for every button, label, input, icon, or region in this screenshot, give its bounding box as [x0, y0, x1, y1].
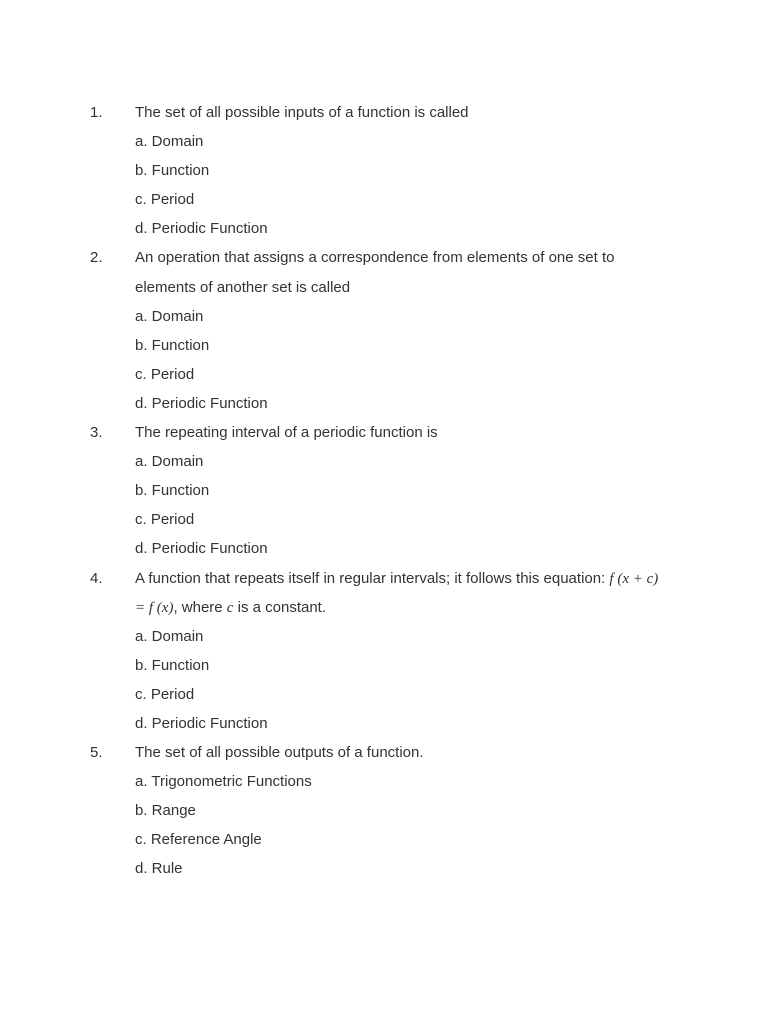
option-label: a. Trigonometric Functions	[135, 773, 312, 791]
option-item	[0, 360, 768, 389]
option-item	[0, 476, 768, 505]
option-item	[0, 185, 768, 214]
option-item	[0, 302, 768, 331]
question-4-line-1	[0, 564, 768, 593]
question-prompt-continued	[135, 593, 326, 623]
equation-rhs: = f (x)	[135, 599, 174, 616]
option-label: d. Rule	[135, 860, 183, 878]
option-item	[0, 534, 768, 563]
option-item	[0, 796, 768, 825]
option-item	[0, 825, 768, 854]
question-number: 2.	[90, 249, 103, 267]
option-item	[0, 389, 768, 418]
option-item	[0, 680, 768, 709]
option-label: d. Periodic Function	[135, 540, 268, 558]
option-label: c. Period	[135, 365, 195, 383]
question-prompt: The repeating interval of a periodic function is	[135, 424, 438, 442]
prompt-text: , where	[173, 598, 227, 616]
option-label: b. Function	[135, 336, 210, 354]
option-label: a. Domain	[135, 307, 204, 325]
option-item	[0, 447, 768, 476]
question-prompt-continued: elements of another set is called	[135, 278, 351, 296]
option-label: d. Periodic Function	[135, 220, 268, 238]
question-4-line-2	[0, 593, 768, 622]
question-1-line-1	[0, 98, 768, 127]
option-label: b. Function	[135, 482, 210, 500]
option-item	[0, 709, 768, 738]
question-3-line-1	[0, 418, 768, 447]
option-label: c. Reference Angle	[135, 831, 262, 849]
option-item	[0, 127, 768, 156]
prompt-text: is a constant.	[233, 598, 327, 616]
variable-c: c	[226, 599, 234, 616]
option-label: b. Range	[135, 802, 196, 820]
option-label: a. Domain	[135, 453, 204, 471]
question-2-line-2	[0, 273, 768, 302]
question-number: 4.	[90, 569, 103, 587]
option-label: a. Domain	[135, 133, 204, 151]
option-label: a. Domain	[135, 627, 204, 645]
option-item	[0, 651, 768, 680]
question-prompt: An operation that assigns a correspondence from elements of one set to	[135, 249, 615, 267]
option-label: c. Period	[135, 191, 195, 209]
question-number: 1.	[90, 104, 103, 121]
option-item	[0, 854, 768, 883]
question-5-line-1	[0, 738, 768, 767]
option-label: c. Period	[135, 511, 195, 529]
question-prompt: The set of all possible outputs of a function.	[135, 744, 424, 762]
option-label: d. Periodic Function	[135, 714, 268, 732]
option-label: c. Period	[135, 685, 195, 703]
option-label: b. Function	[135, 656, 210, 674]
option-item	[0, 767, 768, 796]
option-item	[0, 622, 768, 651]
question-prompt: The set of all possible inputs of a function is called	[135, 104, 469, 121]
question-number: 3.	[90, 424, 103, 442]
option-item	[0, 331, 768, 360]
option-label: d. Periodic Function	[135, 394, 268, 412]
question-number: 5.	[90, 744, 103, 762]
option-item	[0, 505, 768, 534]
question-prompt	[135, 564, 658, 594]
question-2-line-1	[0, 243, 768, 272]
prompt-text: A function that repeats itself in regular intervals; it follows this equation:	[135, 569, 610, 587]
option-item	[0, 214, 768, 243]
option-label: b. Function	[135, 162, 210, 180]
equation-periodic: f (x + c)	[609, 570, 659, 587]
quiz-document	[0, 98, 768, 884]
option-item	[0, 156, 768, 185]
